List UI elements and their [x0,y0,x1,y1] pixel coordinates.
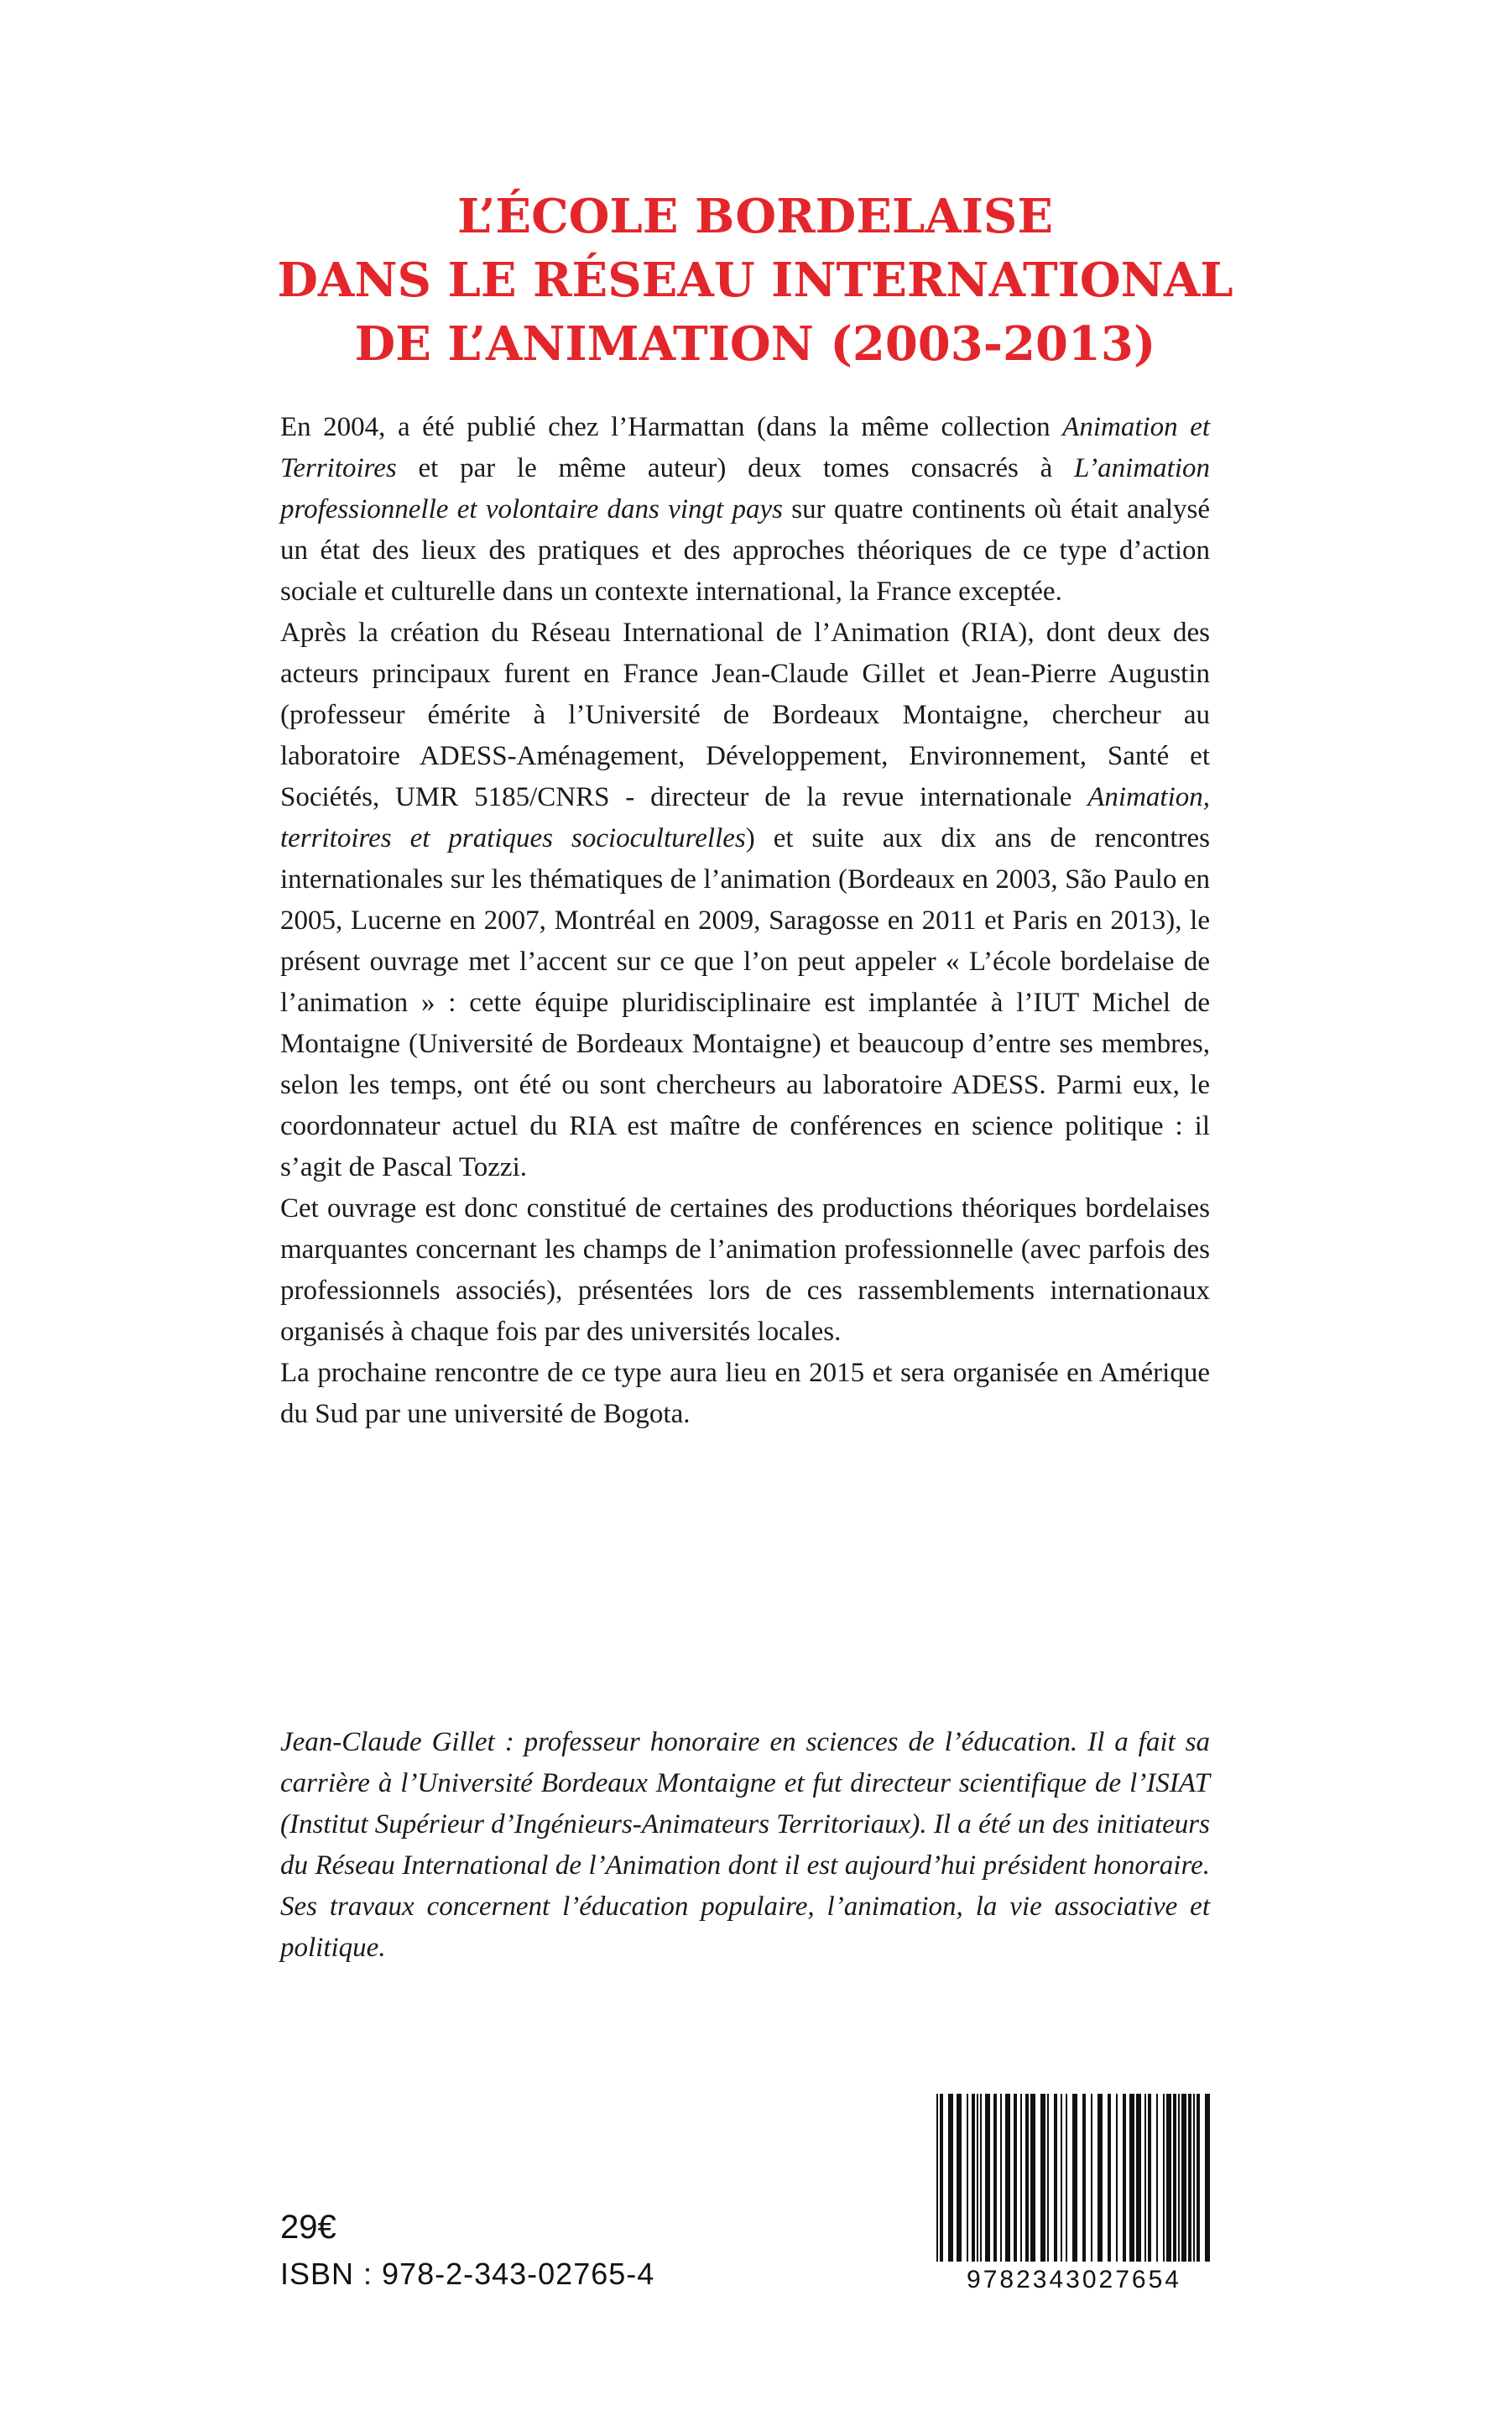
barcode-bar [1116,2094,1118,2262]
barcode-bar [1047,2094,1049,2262]
barcode-bar [1098,2094,1103,2262]
barcode-bar [1193,2094,1195,2262]
barcode-bar [1020,2094,1022,2262]
isbn: ISBN : 978-2-343-02765-4 [280,2257,655,2291]
barcode-bar [1178,2094,1180,2262]
barcode-bar [1173,2094,1176,2262]
barcode-bar [1156,2094,1158,2262]
blurb [280,407,1210,1435]
barcode-bar [1005,2094,1010,2262]
barcode-bar [957,2094,962,2262]
price: 29€ [280,2209,336,2246]
barcode-bar [993,2094,997,2262]
barcode-bar [948,2094,953,2262]
barcode-bar [1163,2094,1165,2262]
barcode-bar [1197,2094,1200,2262]
barcode-bar [936,2094,938,2262]
barcode-bar [985,2094,990,2262]
author-bio: Jean-Claude Gillet : professeur honoraire en sciences de l’éducation. Il a fait sa carrière à l’Université Bordeaux Montaigne et fut directeur scientifique de l’ISIAT (Institut Supérieur d’Ingénieurs-Animateurs Territoriaux). Il a été un des initiateurs du Réseau International de l’Animation dont il est aujourd’hui président honoraire. Ses travaux concernent l’éducation populaire, l’animation, la vie associative et politique. [280,1727,1210,1963]
barcode-bar [1108,2094,1111,2262]
blurb-paragraph-2: Après la création du Réseau International de l’Animation (RIA), dont deux des acteurs principaux furent en France Jean-Claude Gillet et Jean-Pierre Augustin (professeur émérite à l’Université de Bordeaux Montaigne, chercheur au laboratoire ADESS-Aménagement, Développement, Environnement, Santé et Sociétés, UMR 5185/CNRS - directeur de la revue internationale Animation, territoires et pratiques socioculturelles) et suite aux dix ans de rencontres internationales sur les thématiques de l’animation (Bordeaux en 2003, São Paulo en 2005, Lucerne en 2007, Montréal en 2009, Saragosse en 2011 et Paris en 2013), le présent ouvrage met l’accent sur ce que l’on peut appeler « L’école bordelaise de l’animation » : cette équipe pluridisciplinaire est implantée à l’IUT Michel de Montaigne (Université de Bordeaux Montaigne) et beaucoup d’entre ses membres, selon les temps, ont été ou sont chercheurs au laboratoire ADESS. Parmi eux, le coordonnateur actuel du RIA est maître de conférences en science politique : il s’agit de Pascal Tozzi. [280,618,1210,1182]
barcode-bar [1205,2094,1210,2262]
title-line-3: DE L’ANIMATION (2003-2013) [354,316,1156,372]
barcode-bar [977,2094,978,2262]
barcode-bar [1025,2094,1029,2262]
barcode-bar [1000,2094,1002,2262]
title-line-2: DANS LE RÉSEAU INTERNATIONAL [277,253,1233,308]
barcode-bar [980,2094,982,2262]
barcode-bar [1082,2094,1086,2262]
title-line-1: L’ÉCOLE BORDELAISE [456,189,1054,244]
barcode-bar [1136,2094,1141,2262]
barcode-bar [972,2094,975,2262]
barcode-bar [1066,2094,1067,2262]
barcode-bar [1061,2094,1062,2262]
blurb-paragraph-4: La prochaine rencontre de ce type aura lieu en 2015 et sera organisée en Amérique du Sud par une université de Bogota. [280,1358,1210,1429]
barcode-bar [1123,2094,1126,2262]
barcode-bar [967,2094,968,2262]
barcode-bar [1148,2094,1151,2262]
barcode-bar [1054,2094,1057,2262]
barcode-digits: 9782343027654 [967,2266,1181,2293]
barcode-bars [931,2094,1217,2262]
book-title [243,185,1267,376]
blurb-paragraph-3: Cet ouvrage est donc constitué de certaines des productions théoriques bordelaises marquantes concernant les champs de l’animation professionnelle (avec parfois des professionnels associés), présentées lors de ces rassemblements internationaux organisés à chaque fois par des universités locales. [280,1193,1210,1347]
barcode-bar [1129,2094,1134,2262]
barcode-bar [1166,2094,1171,2262]
barcode-bar [1144,2094,1146,2262]
barcode-bar [1040,2094,1045,2262]
barcode-bar [1014,2094,1017,2262]
barcode-bar [1072,2094,1077,2262]
barcode-bar [1181,2094,1186,2262]
barcode-bar [1188,2094,1191,2262]
blurb-paragraph-1: En 2004, a été publié chez l’Harmattan (dans la même collection Animation et Territoires et par le même auteur) deux tomes consacrés à L’animation professionnelle et volontaire dans vingt pays sur quatre continents où était analysé un état des lieux des pratiques et des approches théoriques de ce type d’action sociale et culturelle dans un contexte international, la France exceptée. [280,412,1211,607]
barcode-bar [940,2094,943,2262]
barcode-bar [1030,2094,1035,2262]
barcode-bar [1091,2094,1092,2262]
